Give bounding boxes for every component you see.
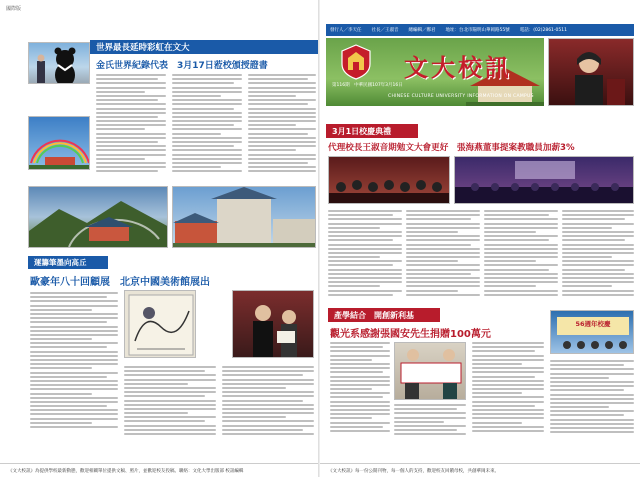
campus-building-photo: [172, 186, 316, 248]
topbar-item: 總編輯／鄭君: [408, 28, 436, 33]
ceremony-section-bar: [326, 124, 418, 138]
mountain-icon: [29, 187, 168, 248]
right-footer-text: 《文大校訊》每一份公開刊物，每一個人的支持，歡迎校友回饋母校，共創華岡未來。: [328, 468, 499, 474]
topbar-item: 發行人／李天任: [330, 28, 362, 33]
ceremony-headline: 代理校長王淑音期勉文大會更好 張海燕董事提案教職員加薪3%: [328, 143, 575, 153]
ceremony-photo-2: [454, 156, 634, 204]
artist-icon: [233, 291, 314, 358]
page-tag: 國際版: [6, 6, 22, 12]
check-presentation-icon: [395, 343, 466, 400]
right-page: [320, 0, 640, 477]
publisher-info-bar: [326, 24, 634, 36]
speaker-icon: [549, 39, 634, 106]
exhibition-column-1: [30, 292, 118, 442]
anniversary-banner-icon: [551, 311, 634, 354]
rainbow-campus-photo: [28, 116, 90, 170]
anniversary-photo: [550, 310, 634, 354]
ceremony-bar-title: 3月1日校慶典禮: [332, 126, 392, 136]
article-column-2: [172, 74, 242, 180]
masthead-title: 文大校訊: [404, 53, 512, 82]
left-footer: [0, 463, 320, 477]
industry-bar-title: 產學結合 開創新利基: [334, 310, 414, 320]
section-bar-title: 運籌筆墨向高丘: [34, 258, 87, 267]
left-footer-text: 《文大校訊》為提供學校最新動態，歡迎相關單位提供文稿、照片，並歡迎校友投稿。聯絡：文化大學出版部 校訊編輯: [8, 468, 244, 474]
donation-headline: 觀光系感謝張國安先生捐贈100萬元: [330, 329, 491, 340]
topbar-item: 社長／王淑音: [371, 28, 399, 33]
audience-icon: [329, 157, 450, 204]
ceremony-column-4: [562, 210, 634, 304]
right-footer: [320, 463, 640, 477]
topbar-item: 地址：台北市陽明山華岡路55號: [445, 28, 510, 33]
exhibition-section-bar: [28, 256, 108, 269]
speaker-portrait-photo: [548, 38, 634, 106]
donation-column-3: [472, 342, 544, 442]
masthead-issue: 第116期 中華民國107年3月16日: [332, 83, 403, 88]
bear-mascot-photo: [28, 42, 90, 84]
ceremony-photo-1: [328, 156, 450, 204]
rainbow-headline-bar: [90, 40, 318, 54]
donation-column-2: [394, 404, 466, 442]
main-headline: 金氏世界紀錄代表 3月17日蒞校頒授證書: [96, 61, 268, 71]
article-column-3: [248, 74, 316, 180]
building-icon: [173, 187, 316, 248]
ceremony-column-3: [484, 210, 558, 304]
anniversary-caption: 56週年校慶: [575, 320, 611, 328]
article-column-1: [96, 74, 166, 180]
donation-photo: [394, 342, 466, 400]
masthead-subtitle: CHINESE CULTURE UNIVERSITY INFORMATION ON CAMPUS: [388, 94, 534, 99]
exhibition-column-2: [124, 366, 216, 442]
rainbow-icon: [29, 117, 90, 170]
ceremony-column-1: [328, 210, 402, 304]
painting-photo: [124, 290, 196, 358]
university-emblem-icon: [340, 44, 372, 80]
hall-icon: [455, 157, 634, 204]
ceremony-column-2: [406, 210, 480, 304]
painting-icon: [125, 291, 196, 358]
industry-section-bar: [328, 308, 440, 322]
bear-mascot-icon: [29, 43, 90, 84]
exhibition-column-3: [222, 366, 314, 442]
artist-photo: [232, 290, 314, 358]
masthead: [326, 38, 544, 106]
mountain-rainbow-photo: [28, 186, 168, 248]
bar-title: 世界最長延時彩虹在文大: [96, 43, 190, 53]
exhibition-headline: 歐豪年八十回顧展 北京中國美術館展出: [30, 277, 210, 288]
anniversary-column: [550, 360, 634, 442]
donation-column-1: [330, 342, 390, 442]
topbar-item: 電話：(02)2861-0511: [519, 28, 567, 33]
